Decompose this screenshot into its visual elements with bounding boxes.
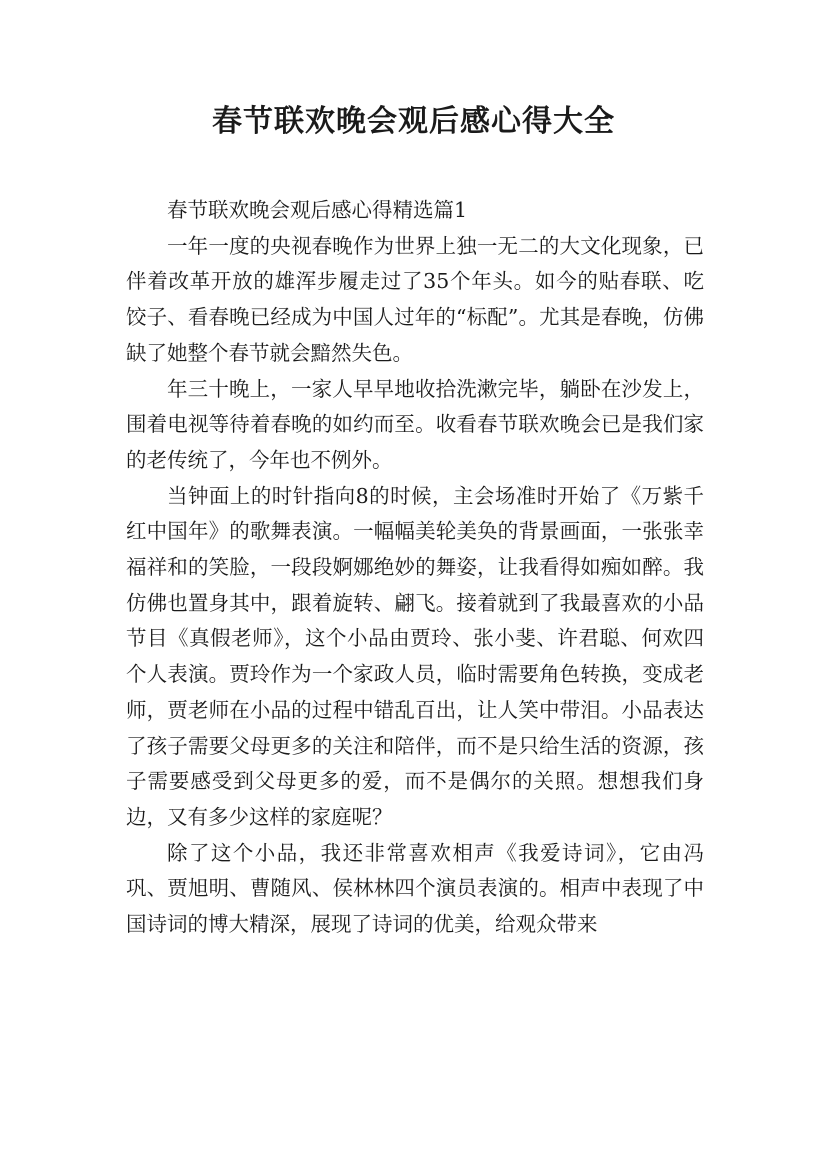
paragraph-4: 除了这个小品，我还非常喜欢相声《我爱诗词》，它由冯巩、贾旭明、曹随风、侯林林四个演员表演的。相声中表现了中国诗词的博大精深，展现了诗词的优美，给观众带来 [126, 840, 704, 937]
paragraph-2: 年三十晚上，一家人早早地收拾洗漱完毕，躺卧在沙发上，围着电视等待着春晚的如约而至。收看春节联欢晚会已是我们家的老传统了，今年也不例外。 [126, 376, 704, 472]
paragraph-3: 当钟面上的时针指向8的时候，主会场准时开始了《万紫千红中国年》的歌舞表演。一幅幅美轮美奂的背景画面，一张张幸福祥和的笑脸，一段段婀娜绝妙的舞姿，让我看得如痴如醉。我仿佛也置身其中，跟着旋转、翩飞。接着就到了我最喜欢的小品节目《真假老师》，这个小品由贾玲、张小斐、许君聪、何欢四个人表演。贾玲作为一个家政人员，临时需要角色转换，变成老师，贾老师在小品的过程中错乱百出，让人笑中带泪。小品表达了孩子需要父母更多的关注和陪伴，而不是只给生活的资源，孩子需要感受到父母更多的爱，而不是偶尔的关照。想想我们身边，又有多少这样的家庭呢？ [126, 483, 704, 829]
document-body [126, 193, 704, 943]
document-title: 春节联欢晚会观后感心得大全 [212, 104, 615, 139]
section-heading: 春节联欢晚会观后感心得精选篇1 [167, 198, 468, 222]
paragraph-1: 一年一度的央视春晚作为世界上独一无二的大文化现象，已伴着改革开放的雄浑步履走过了35个年头。如今的贴春联、吃饺子、看春晚已经成为中国人过年的“标配”。尤其是春晚，仿佛缺了她整个春节就会黯然失色。 [126, 233, 704, 365]
